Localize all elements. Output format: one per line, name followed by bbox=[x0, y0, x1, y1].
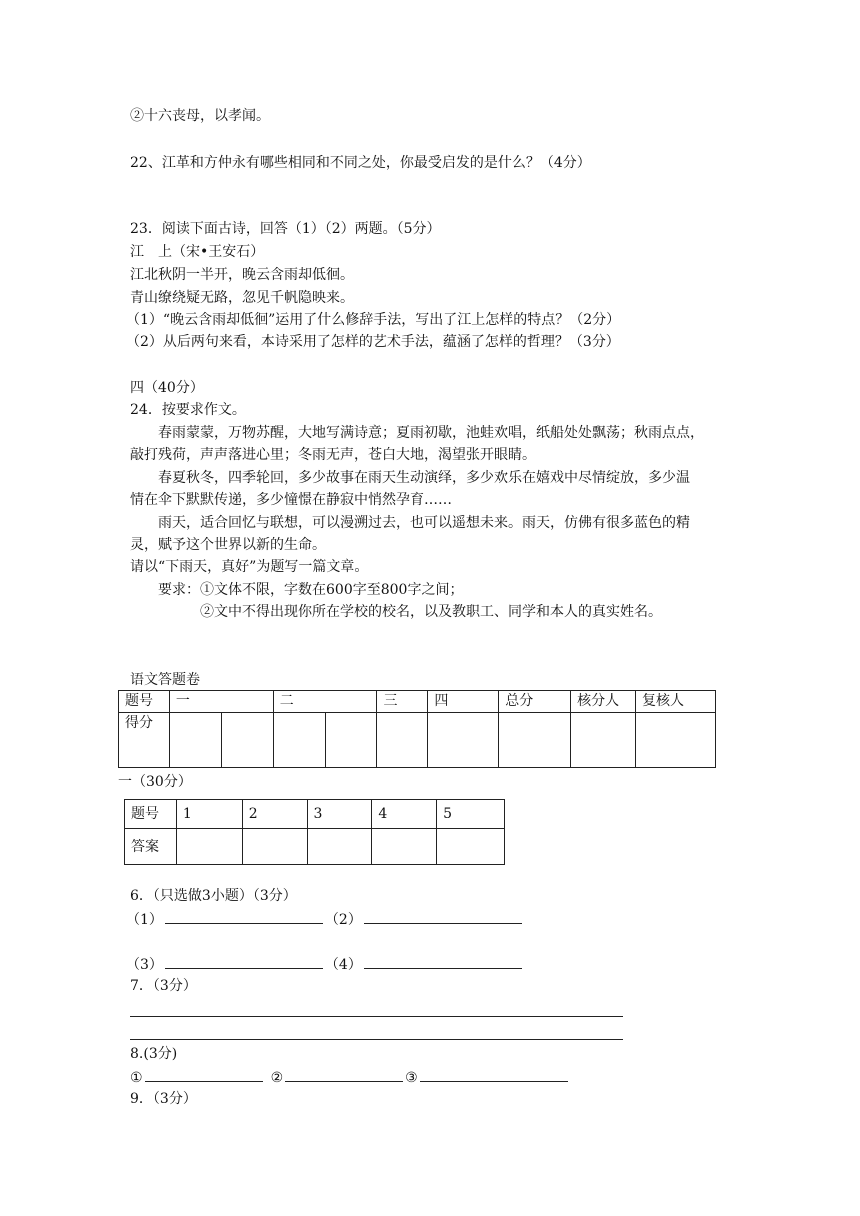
q24-instruction: 请以“下雨天，真好”为题写一篇文章。 bbox=[130, 559, 369, 575]
q24-requirement-2: ②文中不得出现你所在学校的校名，以及教职工、同学和本人的真实姓名。 bbox=[200, 604, 662, 620]
q6-label-1: （1） bbox=[126, 912, 163, 928]
mc-table-number-label: 题号 bbox=[125, 800, 177, 829]
q6-row-1 bbox=[126, 909, 524, 931]
score-table-col-4: 四 bbox=[428, 691, 499, 713]
score-cell[interactable] bbox=[325, 713, 377, 768]
q8-label-3: ③ bbox=[405, 1070, 418, 1086]
score-cell[interactable] bbox=[377, 713, 428, 768]
q7-answer-line-2[interactable] bbox=[130, 1039, 623, 1040]
answer-blank[interactable] bbox=[364, 954, 522, 969]
q24-heading: 24．按要求作文。 bbox=[130, 402, 246, 418]
q23-heading: 23．阅读下面古诗，回答（1）（2）两题。（5分） bbox=[130, 221, 441, 237]
score-table-score-label: 得分 bbox=[119, 713, 170, 768]
q23-poem-line-2: 青山缭绕疑无路，忽见千帆隐映来。 bbox=[130, 290, 354, 306]
score-table-col-2: 二 bbox=[273, 691, 377, 713]
q23-sub1: （1）“晚云含雨却低徊”运用了什么修辞手法，写出了江上怎样的特点？（2分） bbox=[126, 312, 621, 328]
q24-para3-line2: 灵，赋予这个世界以新的生命。 bbox=[130, 537, 326, 553]
q6-label-2: （2） bbox=[324, 912, 362, 928]
q9-heading: 9．（3分） bbox=[130, 1091, 197, 1107]
answer-blank[interactable] bbox=[145, 1067, 263, 1082]
q24-para1-line1: 春雨蒙蒙，万物苏醒，大地写满诗意；夏雨初歇，池蛙欢唱，纸船处处飘荡；秋雨点点， bbox=[158, 425, 704, 441]
q22-text: 22、江革和方仲永有哪些相同和不同之处，你最受启发的是什么？（4分） bbox=[130, 155, 591, 171]
q7-answer-line-1[interactable] bbox=[130, 1016, 623, 1017]
score-cell[interactable] bbox=[169, 713, 221, 768]
q6-label-4: （4） bbox=[324, 957, 362, 973]
q23-sub2: （2）从后两句来看，本诗采用了怎样的艺术手法，蕴涵了怎样的哲理？（3分） bbox=[126, 334, 620, 350]
answer-sheet-title: 语文答题卷 bbox=[130, 672, 200, 688]
score-table-header-label: 题号 bbox=[119, 691, 170, 713]
mc-table-number-5: 5 bbox=[437, 800, 505, 829]
q24-requirement-1: 要求：①文体不限，字数在600字至800字之间； bbox=[158, 582, 464, 598]
score-cell[interactable] bbox=[571, 713, 636, 768]
q6-heading: 6．（只选做3小题）（3分） bbox=[130, 888, 297, 904]
q6-label-3: （3） bbox=[126, 957, 163, 973]
answer-blank[interactable] bbox=[165, 909, 323, 924]
score-table-col-1: 一 bbox=[169, 691, 273, 713]
score-cell[interactable] bbox=[273, 713, 325, 768]
q24-para2-line2: 情在伞下默默传递，多少憧憬在静寂中悄然孕育…… bbox=[130, 492, 452, 508]
score-table bbox=[118, 690, 716, 768]
answer-blank[interactable] bbox=[420, 1067, 568, 1082]
mc-answer-cell[interactable] bbox=[242, 829, 307, 865]
q23-poem-line-1: 江北秋阴一半开，晚云含雨却低徊。 bbox=[130, 267, 354, 283]
section1-heading: 一（30分） bbox=[118, 774, 192, 790]
mc-answer-cell[interactable] bbox=[307, 829, 372, 865]
answer-blank[interactable] bbox=[165, 954, 323, 969]
mc-table-number-2: 2 bbox=[242, 800, 307, 829]
mc-answer-table bbox=[124, 799, 505, 865]
q24-para1-line2: 敲打残荷，声声落进心里；冬雨无声，苍白大地，渴望张开眼睛。 bbox=[130, 447, 536, 463]
q24-para2-line1: 春夏秋冬，四季轮回，多少故事在雨天生动演绎，多少欢乐在嬉戏中尽情绽放，多少温 bbox=[158, 470, 690, 486]
mc-answer-cell[interactable] bbox=[437, 829, 505, 865]
mc-table-answer-label: 答案 bbox=[125, 829, 177, 865]
answer-blank[interactable] bbox=[285, 1067, 403, 1082]
q21-item2: ②十六丧母，以孝闻。 bbox=[130, 108, 270, 124]
mc-table-number-1: 1 bbox=[176, 800, 242, 829]
answer-blank[interactable] bbox=[364, 909, 522, 924]
score-table-col-checker: 核分人 bbox=[571, 691, 636, 713]
score-table-col-total: 总分 bbox=[499, 691, 571, 713]
section4-heading: 四（40分） bbox=[130, 380, 204, 396]
mc-table-number-4: 4 bbox=[372, 800, 437, 829]
score-cell[interactable] bbox=[499, 713, 571, 768]
score-table-col-rechecker: 复核人 bbox=[636, 691, 716, 713]
q8-label-2: ② bbox=[270, 1070, 284, 1086]
mc-answer-cell[interactable] bbox=[372, 829, 437, 865]
q6-row-2 bbox=[126, 954, 524, 976]
q8-heading: 8.(3分) bbox=[130, 1046, 178, 1062]
score-cell[interactable] bbox=[636, 713, 716, 768]
mc-table-number-3: 3 bbox=[307, 800, 372, 829]
score-table-col-3: 三 bbox=[377, 691, 428, 713]
mc-answer-cell[interactable] bbox=[176, 829, 242, 865]
q8-row bbox=[130, 1067, 570, 1089]
q23-poem-title: 江 上（宋•王安石） bbox=[130, 244, 265, 260]
score-cell[interactable] bbox=[221, 713, 273, 768]
q7-heading: 7．（3分） bbox=[130, 978, 197, 994]
score-cell[interactable] bbox=[428, 713, 499, 768]
q24-para3-line1: 雨天，适合回忆与联想，可以漫溯过去，也可以遥想未来。雨天，仿佛有很多蓝色的精 bbox=[158, 515, 690, 531]
q8-label-1: ① bbox=[130, 1070, 143, 1086]
